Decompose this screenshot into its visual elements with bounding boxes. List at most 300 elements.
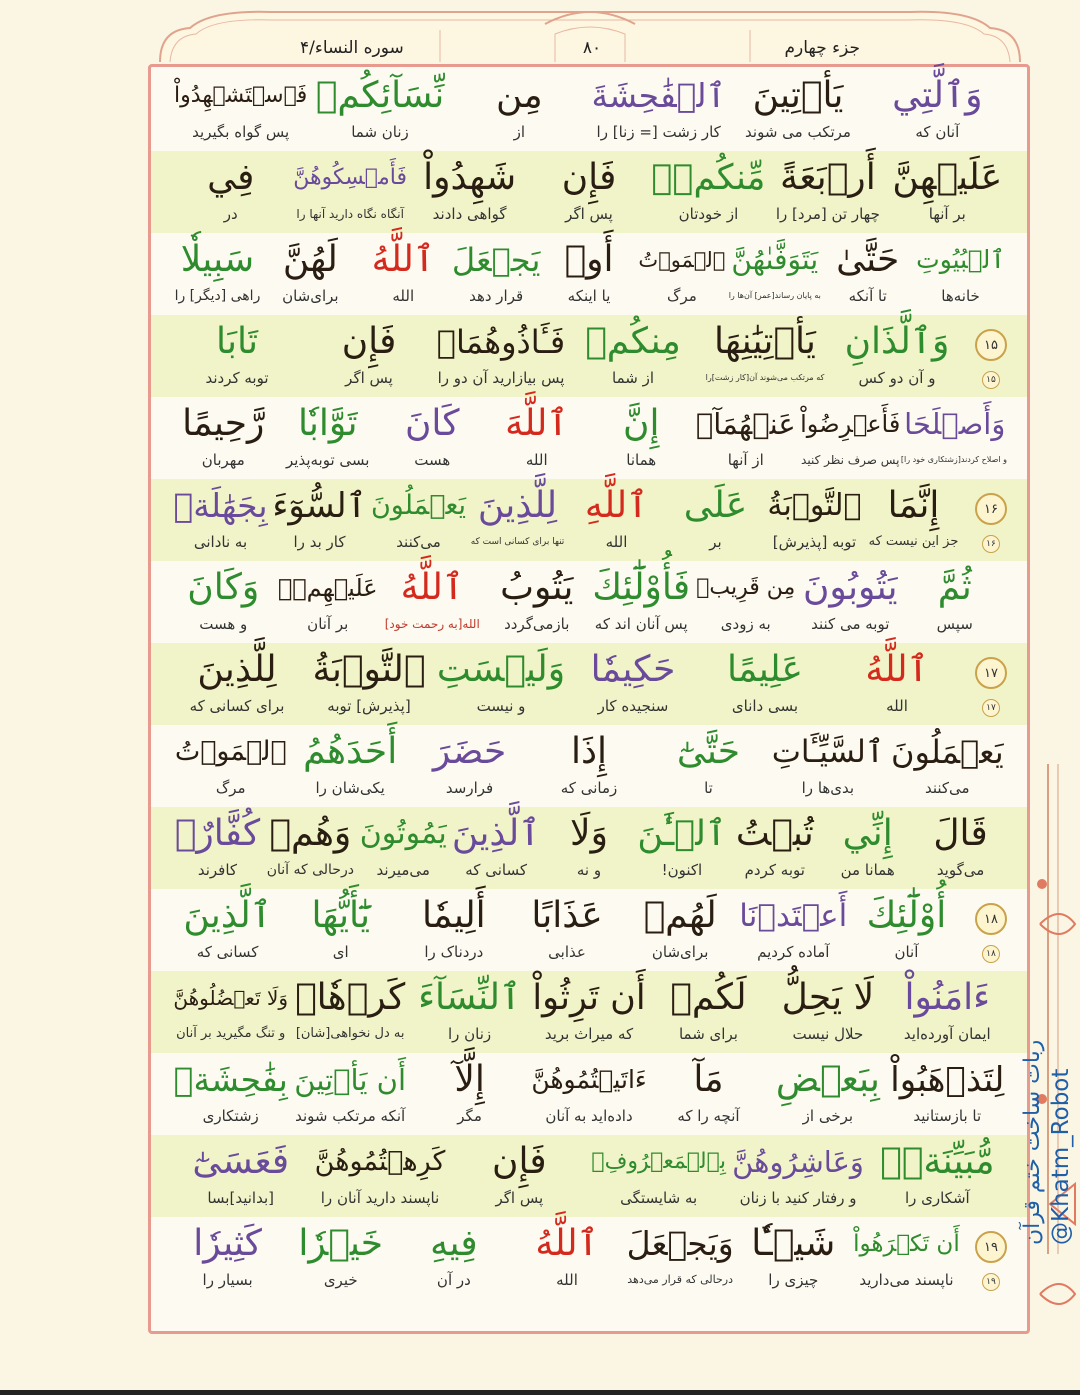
- arabic-word: ٱلۡمَوۡتُ: [174, 736, 287, 767]
- persian-translation: الله: [886, 697, 908, 715]
- arabic-word: ٱللَّهِ: [584, 485, 649, 526]
- word-pair: [728, 807, 821, 889]
- persian-translation: بسی توبه‌پذیر: [286, 451, 370, 469]
- arabic-word: ٱلنِّسَآءَ: [418, 977, 522, 1018]
- persian-translation: دردناک را: [424, 943, 484, 961]
- word-pair: [529, 151, 648, 233]
- word-pair: [868, 69, 1007, 151]
- arabic-word: فَأُوْلَٰٓئِكَ: [592, 567, 691, 608]
- persian-translation: برای کسانی که: [189, 697, 285, 715]
- word-pair: [768, 725, 887, 807]
- word-pair: [290, 151, 409, 233]
- persian-translation: همانا: [626, 451, 657, 469]
- word-pair: [397, 889, 510, 971]
- word-pair: [868, 1135, 1007, 1217]
- arabic-word: إِذَا: [570, 731, 608, 772]
- arabic-word: بِبَعۡضِ: [775, 1059, 880, 1100]
- verse-number-marker: ۱۵: [975, 329, 1007, 361]
- arabic-word: فَعَسَىٰٓ: [192, 1141, 290, 1182]
- persian-translation: [بدانید]بسا: [207, 1189, 274, 1207]
- word-pair: [397, 1217, 510, 1299]
- verse-row: [151, 1217, 1027, 1299]
- arabic-word: يَأۡتِينَ: [752, 75, 844, 116]
- word-pair: [831, 315, 963, 397]
- persian-translation: گواهی دادند: [432, 205, 507, 223]
- verse-row: [151, 1135, 1027, 1217]
- persian-translation: پس اگر: [345, 369, 393, 387]
- persian-translation: یا اینکه: [567, 287, 611, 305]
- persian-translation: و نه: [576, 861, 602, 879]
- arabic-word: رَّحِيمًا: [182, 403, 265, 444]
- persian-translation: به پایان رساند[عمر] آن‌ها را: [728, 291, 821, 300]
- arabic-word: ثُمَّ: [937, 567, 972, 608]
- arabic-word: يَعۡمَلُونَ: [890, 733, 1004, 771]
- persian-translation: بر آنها: [928, 205, 966, 223]
- persian-translation: عذابی: [548, 943, 586, 961]
- arabic-word: ٱلۡبُيُوتِ: [916, 245, 1005, 274]
- arabic-word: وَيَجۡعَلَ: [626, 1224, 734, 1263]
- word-pair: [510, 1217, 623, 1299]
- arabic-word: وَلَا تَعۡضُلُوهُنَّ: [173, 986, 289, 1010]
- word-pair: [171, 889, 284, 971]
- word-pair: [529, 1053, 648, 1135]
- word-pair: [369, 479, 468, 561]
- arabic-word: ٱلسَّيِّـَٔاتِ: [771, 734, 885, 770]
- word-pair: [303, 315, 435, 397]
- word-pair: [303, 643, 435, 725]
- arabic-word: قَالَ: [933, 813, 988, 854]
- arabic-word: وَٱلَّذَانِ: [844, 321, 950, 362]
- arabic-word: أَن تَرِثُواْ: [532, 978, 646, 1018]
- arabic-word: أَلِيمٗا: [422, 895, 486, 936]
- persian-translation: زنان را: [447, 1025, 492, 1043]
- persian-translation: چیزی را: [768, 1271, 819, 1289]
- word-pair: [435, 643, 567, 725]
- word-pair: [485, 397, 590, 479]
- arabic-word: ٱلۡـَٰٔنَ: [637, 814, 727, 854]
- arabic-word: ٱلۡفَٰحِشَةَ: [591, 76, 726, 115]
- word-pair: [171, 151, 290, 233]
- word-pair: [450, 69, 589, 151]
- word-pair: [649, 971, 768, 1053]
- word-pair: [589, 1135, 728, 1217]
- persian-translation: توبه کردم: [744, 861, 805, 879]
- verse-row: [151, 479, 1027, 561]
- verse-number-marker: ۱۸: [975, 903, 1007, 935]
- persian-translation: الله: [392, 287, 415, 305]
- persian-translation: از شما: [612, 369, 654, 387]
- persian-translation: پس آنان اند که: [594, 615, 688, 633]
- persian-translation: کسانی که: [196, 943, 259, 961]
- persian-translation: برای شما: [678, 1025, 738, 1043]
- persian-translation: تنها برای کسانی است که: [470, 537, 565, 547]
- word-pair: [567, 315, 699, 397]
- word-pair: [589, 561, 694, 643]
- arabic-word: حَكِيمٗا: [590, 649, 676, 690]
- persian-translation: پس اگر: [565, 205, 613, 223]
- persian-translation: و اصلاح کردند[زشتکاری خود را]: [900, 455, 1007, 464]
- persian-translation: از: [513, 123, 526, 141]
- word-pair: [529, 725, 648, 807]
- word-pair: [737, 1217, 850, 1299]
- persian-translation: کار زشت [= زنا] را: [596, 123, 721, 141]
- persian-translation: آنگاه نگاه دارید آنها را: [296, 207, 404, 221]
- word-pair: [543, 807, 636, 889]
- word-pair: [171, 725, 290, 807]
- persian-translation: آنان: [894, 943, 919, 961]
- word-pair: [567, 643, 699, 725]
- persian-translation: در آن: [436, 1271, 471, 1289]
- word-pair: [914, 807, 1007, 889]
- persian-translation: مگر: [457, 1107, 482, 1125]
- word-pair: [831, 643, 963, 725]
- arabic-word: بِفَٰحِشَةٖ: [173, 1060, 288, 1099]
- arabic-word: فِيهِ: [430, 1223, 478, 1264]
- persian-translation: بدی‌ها را: [801, 779, 855, 797]
- word-pair: [410, 1053, 529, 1135]
- arabic-word: حَتَّىٰ: [836, 239, 900, 280]
- arabic-word: فَأَعۡرِضُواْ: [800, 410, 901, 438]
- persian-translation: الله[به رحمت خود]: [384, 617, 480, 631]
- word-pair: [914, 233, 1007, 315]
- word-pair: [468, 479, 567, 561]
- persian-translation: یکی‌شان را: [315, 779, 385, 797]
- arabic-word: بِجَهَٰلَةٖ: [173, 486, 268, 525]
- arabic-word: لِلَّذِينَ: [477, 485, 558, 526]
- arabic-word: لَهُنَّ: [282, 239, 338, 280]
- word-pair: [410, 151, 529, 233]
- arabic-word: ءَامَنُواْ: [904, 977, 991, 1018]
- arabic-word: أَوۡ: [564, 239, 614, 280]
- persian-translation: مرگ: [667, 287, 697, 305]
- arabic-word: عَذَابًا: [531, 895, 603, 936]
- verse-row: [151, 1053, 1027, 1135]
- word-pair: [737, 889, 850, 971]
- word-pair: [850, 889, 963, 971]
- persian-translation: توبه [پذیرش]: [772, 533, 857, 551]
- persian-translation: سنجیده کار: [597, 697, 669, 715]
- arabic-word: عَلَى: [683, 485, 748, 526]
- arabic-word: تَوَّابٗا: [297, 403, 358, 444]
- word-pair: [171, 1217, 284, 1299]
- arabic-word: بِٱلۡمَعۡرُوفِۚ: [591, 1149, 726, 1174]
- arabic-word: عَلَيۡهِنَّ: [892, 157, 1003, 198]
- arabic-word: أَن تَكۡرَهُواْ: [853, 1231, 960, 1257]
- verse-row: [151, 233, 1027, 315]
- verse-number-marker-small: ۱۷: [982, 699, 1000, 717]
- word-pair: [450, 1135, 589, 1217]
- arabic-word: إِنَّمَا: [887, 485, 940, 526]
- persian-translation: کافرند: [197, 861, 238, 879]
- persian-translation: تا: [704, 779, 713, 797]
- persian-translation: اکنون!: [661, 861, 703, 879]
- persian-translation: الله: [556, 1271, 578, 1289]
- word-pair: [264, 807, 357, 889]
- arabic-word: لَهُمۡ: [643, 895, 717, 936]
- word-pair: [624, 889, 737, 971]
- arabic-word: ٱلَّذِينَ: [183, 895, 272, 936]
- persian-translation: ناپسند می‌دارید: [859, 1271, 954, 1289]
- word-pair: [694, 561, 799, 643]
- word-pair: [728, 1135, 867, 1217]
- word-pair: [699, 643, 831, 725]
- word-pair: [310, 69, 449, 151]
- word-pair: [171, 233, 264, 315]
- persian-translation: و رفتار کنید با زنان: [739, 1189, 857, 1207]
- arabic-word: ٱلسُّوٓءَ: [272, 486, 367, 526]
- page-header: [150, 0, 1030, 64]
- persian-translation: بر: [709, 533, 722, 551]
- word-pair: [728, 69, 867, 151]
- verse-number-marker: ۱۶: [975, 493, 1007, 525]
- persian-translation: راهی [دیگر] را: [174, 288, 261, 304]
- arabic-word: أَعۡتَدۡنَا: [739, 898, 848, 934]
- arabic-word: ٱلۡمَوۡتُ: [638, 248, 726, 272]
- word-pair: [529, 971, 648, 1053]
- word-pair: [635, 807, 728, 889]
- persian-translation: زشتکاری: [202, 1107, 259, 1125]
- arabic-word: ٱلتَّوۡبَةُ: [312, 649, 426, 690]
- persian-translation: کسانی که: [465, 861, 527, 879]
- arabic-word: وَٱلَّتِي: [892, 75, 983, 116]
- verse-row: [151, 561, 1027, 643]
- word-pair: [821, 807, 914, 889]
- word-pair: [666, 479, 765, 561]
- persian-translation: درحالی که قرار می‌دهد: [627, 1273, 734, 1286]
- word-pair: [171, 643, 303, 725]
- arabic-word: يَتَوَفَّىٰهُنَّ: [731, 243, 819, 276]
- watermark-handle: @Khatm_Robot: [1048, 1068, 1074, 1245]
- verse-row: [151, 725, 1027, 807]
- persian-translation: [پذیرش] توبه: [327, 697, 411, 715]
- arabic-word: لِلَّذِينَ: [197, 649, 277, 690]
- verse-number-marker: ۱۹: [975, 1231, 1007, 1263]
- persian-translation: حلال نیست: [792, 1025, 864, 1043]
- word-pair: [798, 561, 903, 643]
- persian-translation: زمانی که: [560, 779, 618, 797]
- persian-translation: و تنگ مگیرید بر آنان: [176, 1026, 286, 1041]
- arabic-word: يَتُوبُونَ: [802, 567, 898, 608]
- word-pair: [543, 233, 636, 315]
- arabic-word: عَلَيۡهِمۡۗ: [277, 574, 378, 602]
- arabic-word: فَـَٔاذُوهُمَاۖ: [436, 323, 566, 361]
- arabic-word: مَآ: [693, 1059, 724, 1100]
- word-pair: [765, 479, 864, 561]
- arabic-word: ءَاتَيۡتُمُوهُنَّ: [531, 1065, 647, 1094]
- persian-translation: آنچه را که: [677, 1107, 740, 1125]
- word-pair: [510, 889, 623, 971]
- persian-translation: همانا من: [840, 861, 895, 879]
- word-pair: [410, 971, 529, 1053]
- arabic-word: يَٰٓأَيُّهَا: [311, 895, 371, 936]
- persian-translation: می‌کنند: [924, 779, 970, 797]
- persian-translation: آنکه مرتکب شوند: [295, 1107, 406, 1125]
- word-pair: [270, 479, 369, 561]
- word-pair: [450, 807, 543, 889]
- word-pair: [589, 397, 694, 479]
- persian-translation: سپس: [936, 615, 973, 633]
- arabic-word: لِتَذۡهَبُواْ: [890, 1060, 1005, 1100]
- persian-translation: و نیست: [476, 697, 526, 715]
- persian-translation: و آن دو کس: [858, 369, 936, 387]
- arabic-word: خَيۡرٗا: [298, 1223, 384, 1264]
- verse-number-marker-small: ۱۹: [982, 1273, 1000, 1291]
- persian-translation: الله: [525, 451, 548, 469]
- bottom-bar: [0, 1390, 1080, 1395]
- word-pair: [380, 561, 485, 643]
- arabic-word: مُّبَيِّنَةٖۚ: [880, 1141, 995, 1182]
- persian-translation: بازمی‌گردد: [504, 615, 570, 633]
- word-pair: [171, 397, 276, 479]
- persian-translation: می‌کنند: [396, 533, 441, 551]
- word-pair: [888, 725, 1007, 807]
- persian-translation: مهربان: [201, 451, 245, 469]
- persian-translation: برخی از: [802, 1107, 854, 1125]
- word-pair: [485, 561, 590, 643]
- persian-translation: پس صرف نظر کنید: [801, 453, 900, 467]
- word-pair: [450, 233, 543, 315]
- persian-translation: خانه‌ها: [941, 287, 980, 305]
- word-pair: [276, 397, 381, 479]
- persian-translation: بسی دانای: [731, 697, 799, 715]
- persian-translation: هست: [414, 451, 451, 469]
- persian-translation: بر آنان: [307, 615, 349, 633]
- persian-translation: مرتکب می شوند: [745, 123, 851, 141]
- arabic-word: كُفَّارٌۚ: [174, 813, 261, 854]
- arabic-word: فَأَمۡسِكُوهُنَّ: [293, 165, 407, 190]
- arabic-word: شَيۡـٔٗا: [751, 1223, 836, 1264]
- word-pair: [649, 725, 768, 807]
- verse-row: [151, 69, 1027, 151]
- persian-translation: می‌میرند: [376, 861, 430, 879]
- arabic-word: فَٱسۡتَشۡهِدُواْ: [174, 83, 308, 108]
- arabic-word: مِنكُمۡ: [585, 321, 681, 362]
- word-pair: [888, 971, 1007, 1053]
- word-pair: [768, 151, 887, 233]
- word-pair: [888, 1053, 1007, 1135]
- word-pair: [435, 315, 567, 397]
- verse-row: [151, 971, 1027, 1053]
- word-pair: [171, 807, 264, 889]
- arabic-word: مِن: [495, 75, 543, 116]
- arabic-word: كَانَ: [404, 403, 460, 444]
- word-pair: [276, 561, 381, 643]
- persian-translation: فرارسد: [445, 779, 494, 797]
- word-pair: [171, 69, 310, 151]
- persian-translation: پس بیازارید آن دو را: [437, 369, 565, 387]
- word-pair: [864, 479, 963, 561]
- arabic-word: تَابَا: [216, 321, 258, 362]
- word-pair: [728, 233, 821, 315]
- persian-translation: ایمان آورده‌اید: [903, 1025, 991, 1043]
- word-pair: [380, 397, 485, 479]
- word-pair: [589, 69, 728, 151]
- arabic-word: أَحَدَهُمُ: [303, 731, 398, 772]
- word-pair: [694, 397, 799, 479]
- verse-row: [151, 151, 1027, 233]
- arabic-word: إِنَّ: [623, 403, 660, 444]
- arabic-word: سَبِيلٗا: [180, 239, 255, 280]
- verse-number-marker-small: ۱۸: [982, 945, 1000, 963]
- word-pair: [624, 1217, 737, 1299]
- persian-translation: می‌گوید: [936, 861, 985, 879]
- arabic-word: وَلَيۡسَتِ: [436, 649, 566, 690]
- persian-translation: زنان شما: [351, 123, 409, 141]
- verse-number-marker: ۱۷: [975, 657, 1007, 689]
- arabic-word: حَضَرَ: [432, 731, 507, 772]
- word-pair: [821, 233, 914, 315]
- verse-row: [151, 807, 1027, 889]
- arabic-word: كَرۡهٗاۖ: [295, 977, 406, 1018]
- arabic-word: شَهِدُواْ: [423, 157, 517, 198]
- word-pair: [649, 151, 768, 233]
- arabic-word: وَكَانَ: [187, 567, 260, 608]
- word-pair: [850, 1217, 963, 1299]
- word-pair: [768, 1053, 887, 1135]
- word-pair: [290, 971, 409, 1053]
- persian-translation: پس گواه بگیرید: [192, 123, 290, 141]
- persian-translation: الله: [605, 533, 628, 551]
- word-pair: [410, 725, 529, 807]
- arabic-word: حَتَّىٰٓ: [676, 731, 740, 772]
- persian-translation: آماده کردیم: [757, 943, 830, 961]
- word-pair: [171, 971, 290, 1053]
- arabic-word: يَأۡتِيَٰنِهَا: [714, 321, 816, 362]
- word-pair: [290, 1053, 409, 1135]
- arabic-word: يَعۡمَلُونَ: [370, 490, 467, 521]
- arabic-word: تُبۡتُ: [735, 813, 814, 854]
- verse-row: [151, 889, 1027, 971]
- arabic-word: وَلَا: [570, 813, 608, 854]
- arabic-word: ٱللَّهُ: [865, 649, 929, 690]
- arabic-word: ٱللَّهُ: [371, 239, 435, 280]
- arabic-word: مِن قَرِيبٖ: [696, 575, 796, 600]
- arabic-word: ٱلتَّوۡبَةُ: [767, 488, 862, 523]
- persian-translation: ای: [332, 943, 349, 961]
- persian-translation: در: [223, 205, 238, 223]
- arabic-word: لَكُمۡ: [670, 977, 747, 1018]
- word-pair: [649, 1053, 768, 1135]
- word-pair: [888, 151, 1007, 233]
- word-pair: [290, 725, 409, 807]
- word-pair: [171, 561, 276, 643]
- persian-translation: و هست: [199, 615, 248, 633]
- persian-translation: توبه کردند: [205, 369, 269, 387]
- word-pair: [171, 315, 303, 397]
- word-pair: [310, 1135, 449, 1217]
- arabic-word: أُوْلَٰٓئِكَ: [866, 895, 947, 936]
- arabic-word: فَإِن: [341, 321, 397, 362]
- arabic-word: مِّنكُمۡۖ: [651, 158, 766, 198]
- word-pair: [171, 1135, 310, 1217]
- persian-translation: کار بد را: [293, 533, 346, 551]
- arabic-word: فِي: [207, 157, 255, 198]
- persian-translation: تا آنکه: [848, 287, 887, 305]
- arabic-word: ٱلَّذِينَ: [451, 813, 541, 854]
- persian-translation: از خودتان: [678, 205, 739, 223]
- persian-translation: خیری: [323, 1271, 358, 1289]
- persian-translation: به زودی: [720, 615, 771, 633]
- persian-translation: آنان که: [915, 123, 960, 141]
- arabic-word: كَثِيرٗا: [193, 1223, 262, 1264]
- page-frame: [148, 64, 1030, 1334]
- persian-translation: برای‌شان: [282, 287, 339, 305]
- persian-translation: آشکاری را: [904, 1189, 970, 1207]
- arabic-word: كَرِهۡتُمُوهُنَّ: [314, 1146, 446, 1177]
- verse-row: [151, 397, 1027, 479]
- word-pair: [357, 233, 450, 315]
- persian-translation: تا بازستانید: [913, 1107, 982, 1125]
